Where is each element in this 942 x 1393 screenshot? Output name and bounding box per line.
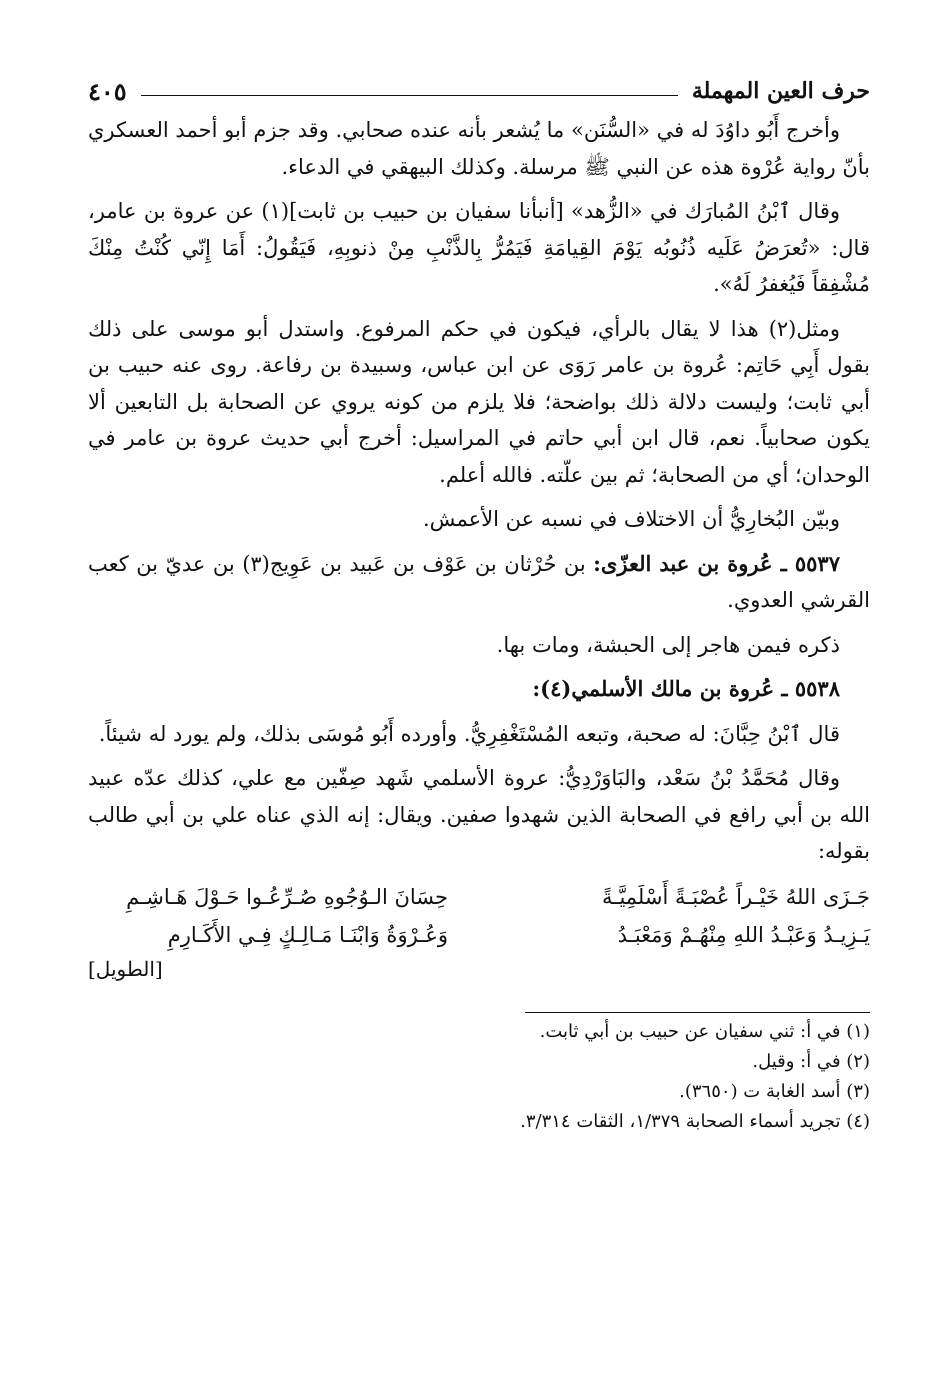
footnotes [88,1017,870,1137]
entry-5538-paragraph-2: وقال مُحَمَّدُ بْنُ سَعْد، والبَاوَرْدِيُّ: عروة الأسلمي شَهد صِفّين مع علي، كذلك عدّه عبيد الله بن أبي رافع في الصحابة الذين شهدوا صفين. ويقال: إنه الذي عناه علي بن أبي طالب بقوله: [88,766,870,863]
footnote-3: (٣) أسد الغابة ت (٣٦٥٠). [679,1080,870,1102]
verse-2-first-hemistich: يَـزِيـدُ وَعَبْـدُ اللهِ مِنْهُـمْ وَمَعْبَـدُ [617,922,870,947]
page-header [88,70,870,112]
verse-1-first-hemistich: جَـزَى اللهُ خَيْـراً عُصْبَـةً أَسْلَمِيَّـةً [602,884,870,909]
entry-5538-paragraph-1: قال ٱبْنُ حِبَّانَ: له صحبة، وتبعه المُسْتَغْفِرِيُّ. وأورده أَبُو مُوسَى بذلك، ولم يورد له شيئاً. [98,721,840,746]
page-number: ٤٠٥ [88,76,127,106]
chapter-title: حرف العين المهملة [691,78,870,104]
paragraph-4: وبيّن البُخارِيُّ أن الاختلاف في نسبه عن الأعمش. [423,507,840,531]
entry-5537 [88,546,870,619]
paragraph-3: ومثل(٢) هذا لا يقال بالرأي، فيكون في حكم المرفوع. واستدل أبو موسى على ذلك بقول أَبِي حَاتِم: عُروة بن عامر رَوَى عن ابن عباس، وسبيدة بن رفاعة. روى عنه حبيب بن أبي ثابت؛ وليست دلالة ذلك بواضحة؛ فلا يلزم من كونه يروي عن الصحابة بل التابعين ألا يكون صحابياً. نعم، قال ابن أبي حاتم في المراسيل: أخرج أبي حديث عروة بن عامر في الوحدان؛ أي من الصحابة؛ ثم بين علّته. فالله أعلم. [88,316,870,487]
entry-5537-body: بن حُرْثان بن عَوْف بن عَبيد بن عَوِيج(٣) بن عديّ بن كعب القرشي العدوي. [88,551,870,612]
verse-1-second-hemistich: حِسَانَ الـوُجُوهِ صُـرِّعُـوا حَـوْلَ هَـاشِـمِ [126,884,448,909]
footnote-4: (٤) تجريد أسماء الصحابة ١/٣٧٩، الثقات ٣/٣١٤. [520,1110,870,1132]
poem-verse-1 [88,878,870,916]
footnote-2: (٢) في أ: وقيل. [752,1050,870,1072]
paragraph-1: وأخرج أَبُو داوُدَ له في «السُّنَن» ما يُشعر بأنه عنده صحابي. وقد جزم أبو أحمد العسكري بأنّ رواية عُرْوة هذه عن النبي ﷺ مرسلة. وكذلك البيهقي في الدعاء. [88,118,870,179]
verse-2-second-hemistich: وَعُـرْوَةُ وَابْنَـا مَـالِـكٍ فِـي الأَكَـارِمِ [167,922,448,947]
entry-5537-note: ذكره فيمن هاجر إلى الحبشة، ومات بها. [496,632,840,657]
poem-meter: [الطويل] [88,956,163,981]
paragraph-2: وقال ٱبْنُ المُبارَك في «الزُّهد» [أنبأنا سفيان بن حبيب بن ثابت](١) عن عروة بن عامر، قال: «تُعرَضُ عَلَيه ذُنُوبُه يَوْمَ القِيامَةِ فَيَمُرُّ بِالذَّنْبِ مِنْ ذنوبِهِ، فَيَقُولُ: أَمَا إِنّي كُنْتُ مِنْكَ مُشْفِقاً فَيُغفرُ لَهُ». [88,199,870,296]
poem-verse-2 [88,916,870,954]
poem [88,878,870,984]
footnote-1: (١) في أ: ثني سفيان عن حبيب بن أبي ثابت. [539,1020,870,1042]
footnote-rule [525,1012,870,1013]
header-rule [141,95,678,96]
entry-5538-heading: ٥٥٣٨ ـ عُروة بن مالك الأسلمي(٤): [532,676,840,701]
entry-5537-heading: ٥٥٣٧ ـ عُروة بن عبد العزّى: [593,550,840,576]
book-page [88,70,870,1137]
